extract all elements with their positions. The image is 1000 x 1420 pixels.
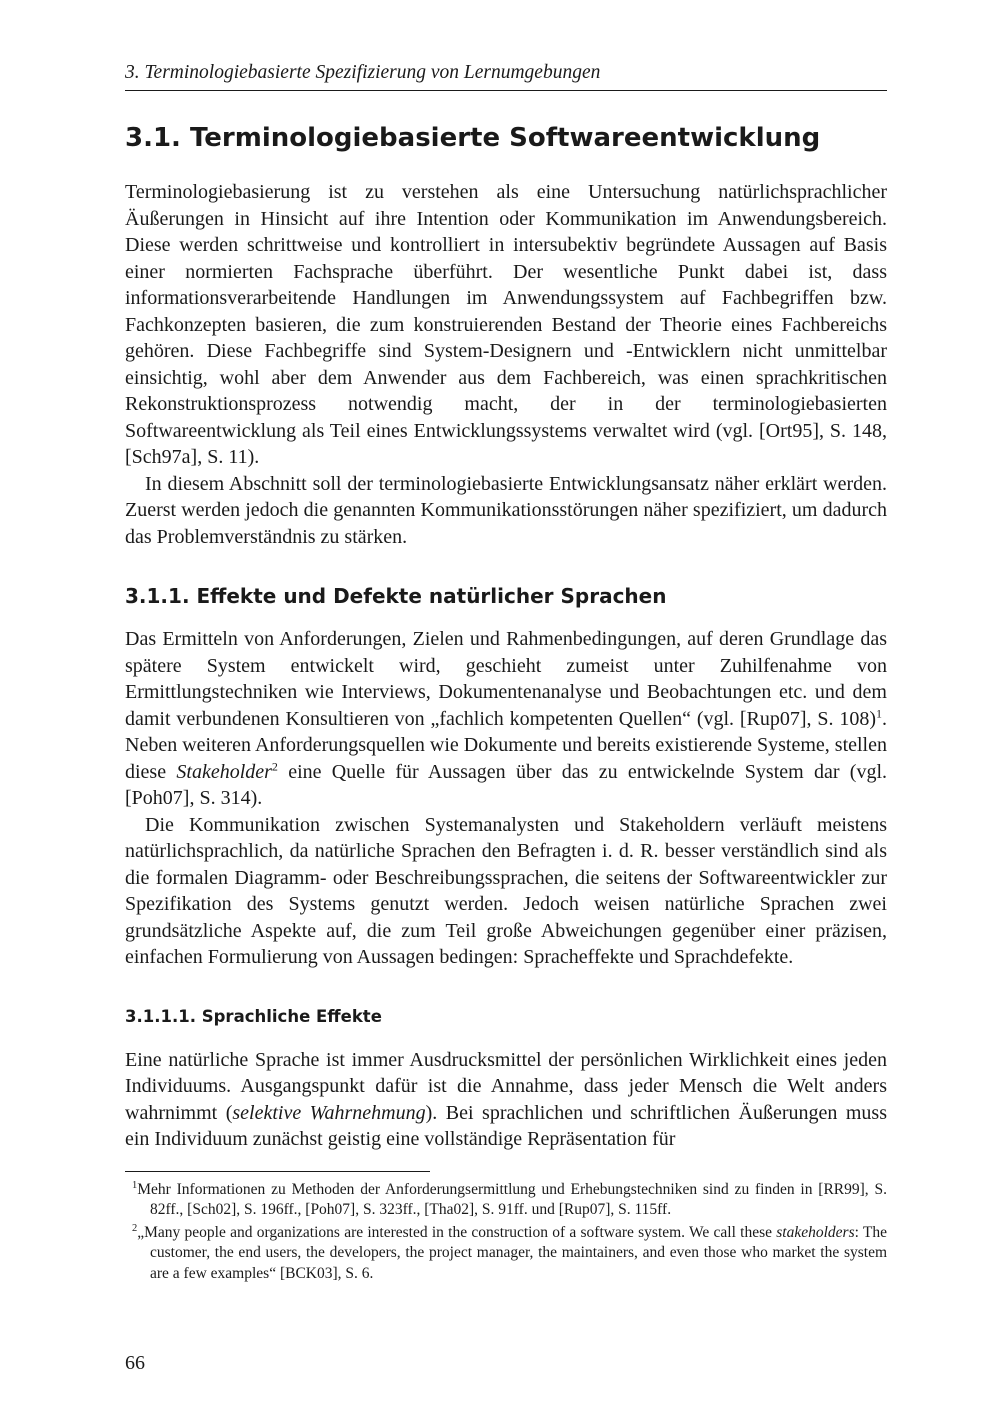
- subsection-title: 3.1.1. Effekte und Defekte natürlicher Sprachen: [125, 584, 667, 608]
- subsubsection-p1-text-a: Eine natürliche Sprache ist immer Ausdrucksmittel der persönlichen Wirklichkeit eines jeden Individuums. Ausgangspunkt dafür ist die Annahme, dass jeder Mensch die Welt anders wahrnimmt (: [125, 1048, 887, 1124]
- footnote-2-text-a: „Many people and organizations are interested in the construction of a software system. We call these: [137, 1223, 777, 1241]
- section-paragraph-2: In diesem Abschnitt soll der terminologiebasierte Entwicklungsansatz näher erklärt werden. Zuerst werden jedoch die genannten Kommunikationsstörungen näher spezifiziert, um dadurch das Problemverständnis zu stärken.: [125, 472, 887, 548]
- footnote-2-text-b: : The customer, the end users, the developers, the project manager, the maintainers, and even those who market the system are a few examples“ [BCK03], S. 6.: [150, 1223, 887, 1282]
- page-number: 66: [125, 1352, 145, 1374]
- subsection-paragraph-2: Die Kommunikation zwischen Systemanalysten und Stakeholdern verläuft meistens natürlichsprachlich, da natürliche Sprachen den Befragten i. d. R. besser verständlich sind als die formalen Diagramm- oder Beschreibungssprachen, die seitens der Softwareentwickler zur Spezifikation des Systems genutzt werden. Jedoch weisen natürliche Sprachen zwei grundsätzliche Aspekte auf, die zum Teil große Abweichungen gegenüber einer präzisen, einfachen Formulierung von Aussagen bedingen: Spracheffekte und Sprachdefekte.: [125, 813, 887, 968]
- section-title: 3.1. Terminologiebasierte Softwareentwicklung: [125, 123, 821, 153]
- subsection-p1-text-c: eine Quelle für Aussagen über das zu entwickelnde System dar (vgl. [Poh07], S. 314).: [125, 760, 888, 809]
- section-paragraph-1: Terminologiebasierung ist zu verstehen als eine Untersuchung natürlichsprachlicher Äußerungen in Hinsicht auf ihre Intention oder Kommunikation im Anwendungsbereich. Diese werden schrittweise und kontrolliert in intersubektiv begründete Aussagen auf Basis einer normierten Fachsprache überführt. Der wesentliche Punkt dabei ist, dass informationsverarbeitende Handlungen im Anwendungssystem auf Fachbegriffen bzw. Fachkonzepten basieren, die zum konstruierenden Bestand der Theorie eines Fachbereichs gehören. Diese Fachbegriffe sind System-Designern und -Entwicklern nicht unmittelbar einsichtig, wohl aber dem Anwender aus dem Fachbereich, was einen sprachkritischen Rekonstruktionsprozess notwendig macht, der in der terminologiebasierten Softwareentwicklung als Teil eines Entwicklungssystems verwaltet wird (vgl. [Ort95], S. 148, [Sch97a], S. 11).: [125, 181, 887, 468]
- footnote-rule: [125, 1171, 430, 1172]
- subsection-p1-text-a: Das Ermitteln von Anforderungen, Zielen und Rahmenbedingungen, auf deren Grundlage das spätere System entwickelt wird, geschieht zumeist unter Zuhilfenahme von Ermittlungstechniken wie Interviews, Dokumentenanalyse und Beobachtungen etc. und dem damit verbundenen Konsultieren von „fachlich kompetenten Quellen“ (vgl. [Rup07], S. 108): [125, 628, 887, 730]
- footnote-1-text: Mehr Informationen zu Methoden der Anforderungsermittlung und Erhebungstechniken sind zu finden in [RR99], S. 82ff., [Sch02], S. 196ff., [Poh07], S. 323ff., [Tha02], S. 91ff. und [Rup07], S. 115ff.: [137, 1180, 887, 1218]
- footnote-2-mark: 2: [132, 1222, 138, 1234]
- footnote-1-mark: 1: [132, 1179, 138, 1191]
- footnote-ref-1[interactable]: 1: [876, 705, 882, 720]
- running-head: 3. Terminologiebasierte Spezifizierung von Lernumgebungen: [125, 58, 887, 91]
- term-stakeholder: Stakeholder: [176, 760, 272, 783]
- term-stakeholders: stakeholders: [776, 1223, 855, 1241]
- footnote-2: [125, 1223, 887, 1285]
- page-body: [125, 58, 887, 1286]
- subsection-p1-text-b: . Neben weiteren Anforderungsquellen wie Dokumente und bereits existierende Systeme, stellen diese: [125, 707, 887, 783]
- subsection-paragraph-1: [125, 626, 887, 812]
- term-selektive-wahrnehmung: selektive Wahrnehmung: [232, 1101, 426, 1124]
- footnote-ref-2[interactable]: 2: [271, 758, 278, 773]
- footnote-1: [125, 1180, 887, 1221]
- subsubsection-p1-text-b: ). Bei sprachlichen und schriftlichen Äußerungen muss ein Individuum zunächst geistig eine vollständige Repräsentation für: [125, 1101, 887, 1150]
- subsubsection-title: 3.1.1.1. Sprachliche Effekte: [125, 1006, 382, 1026]
- subsubsection-paragraph-1: [125, 1047, 887, 1153]
